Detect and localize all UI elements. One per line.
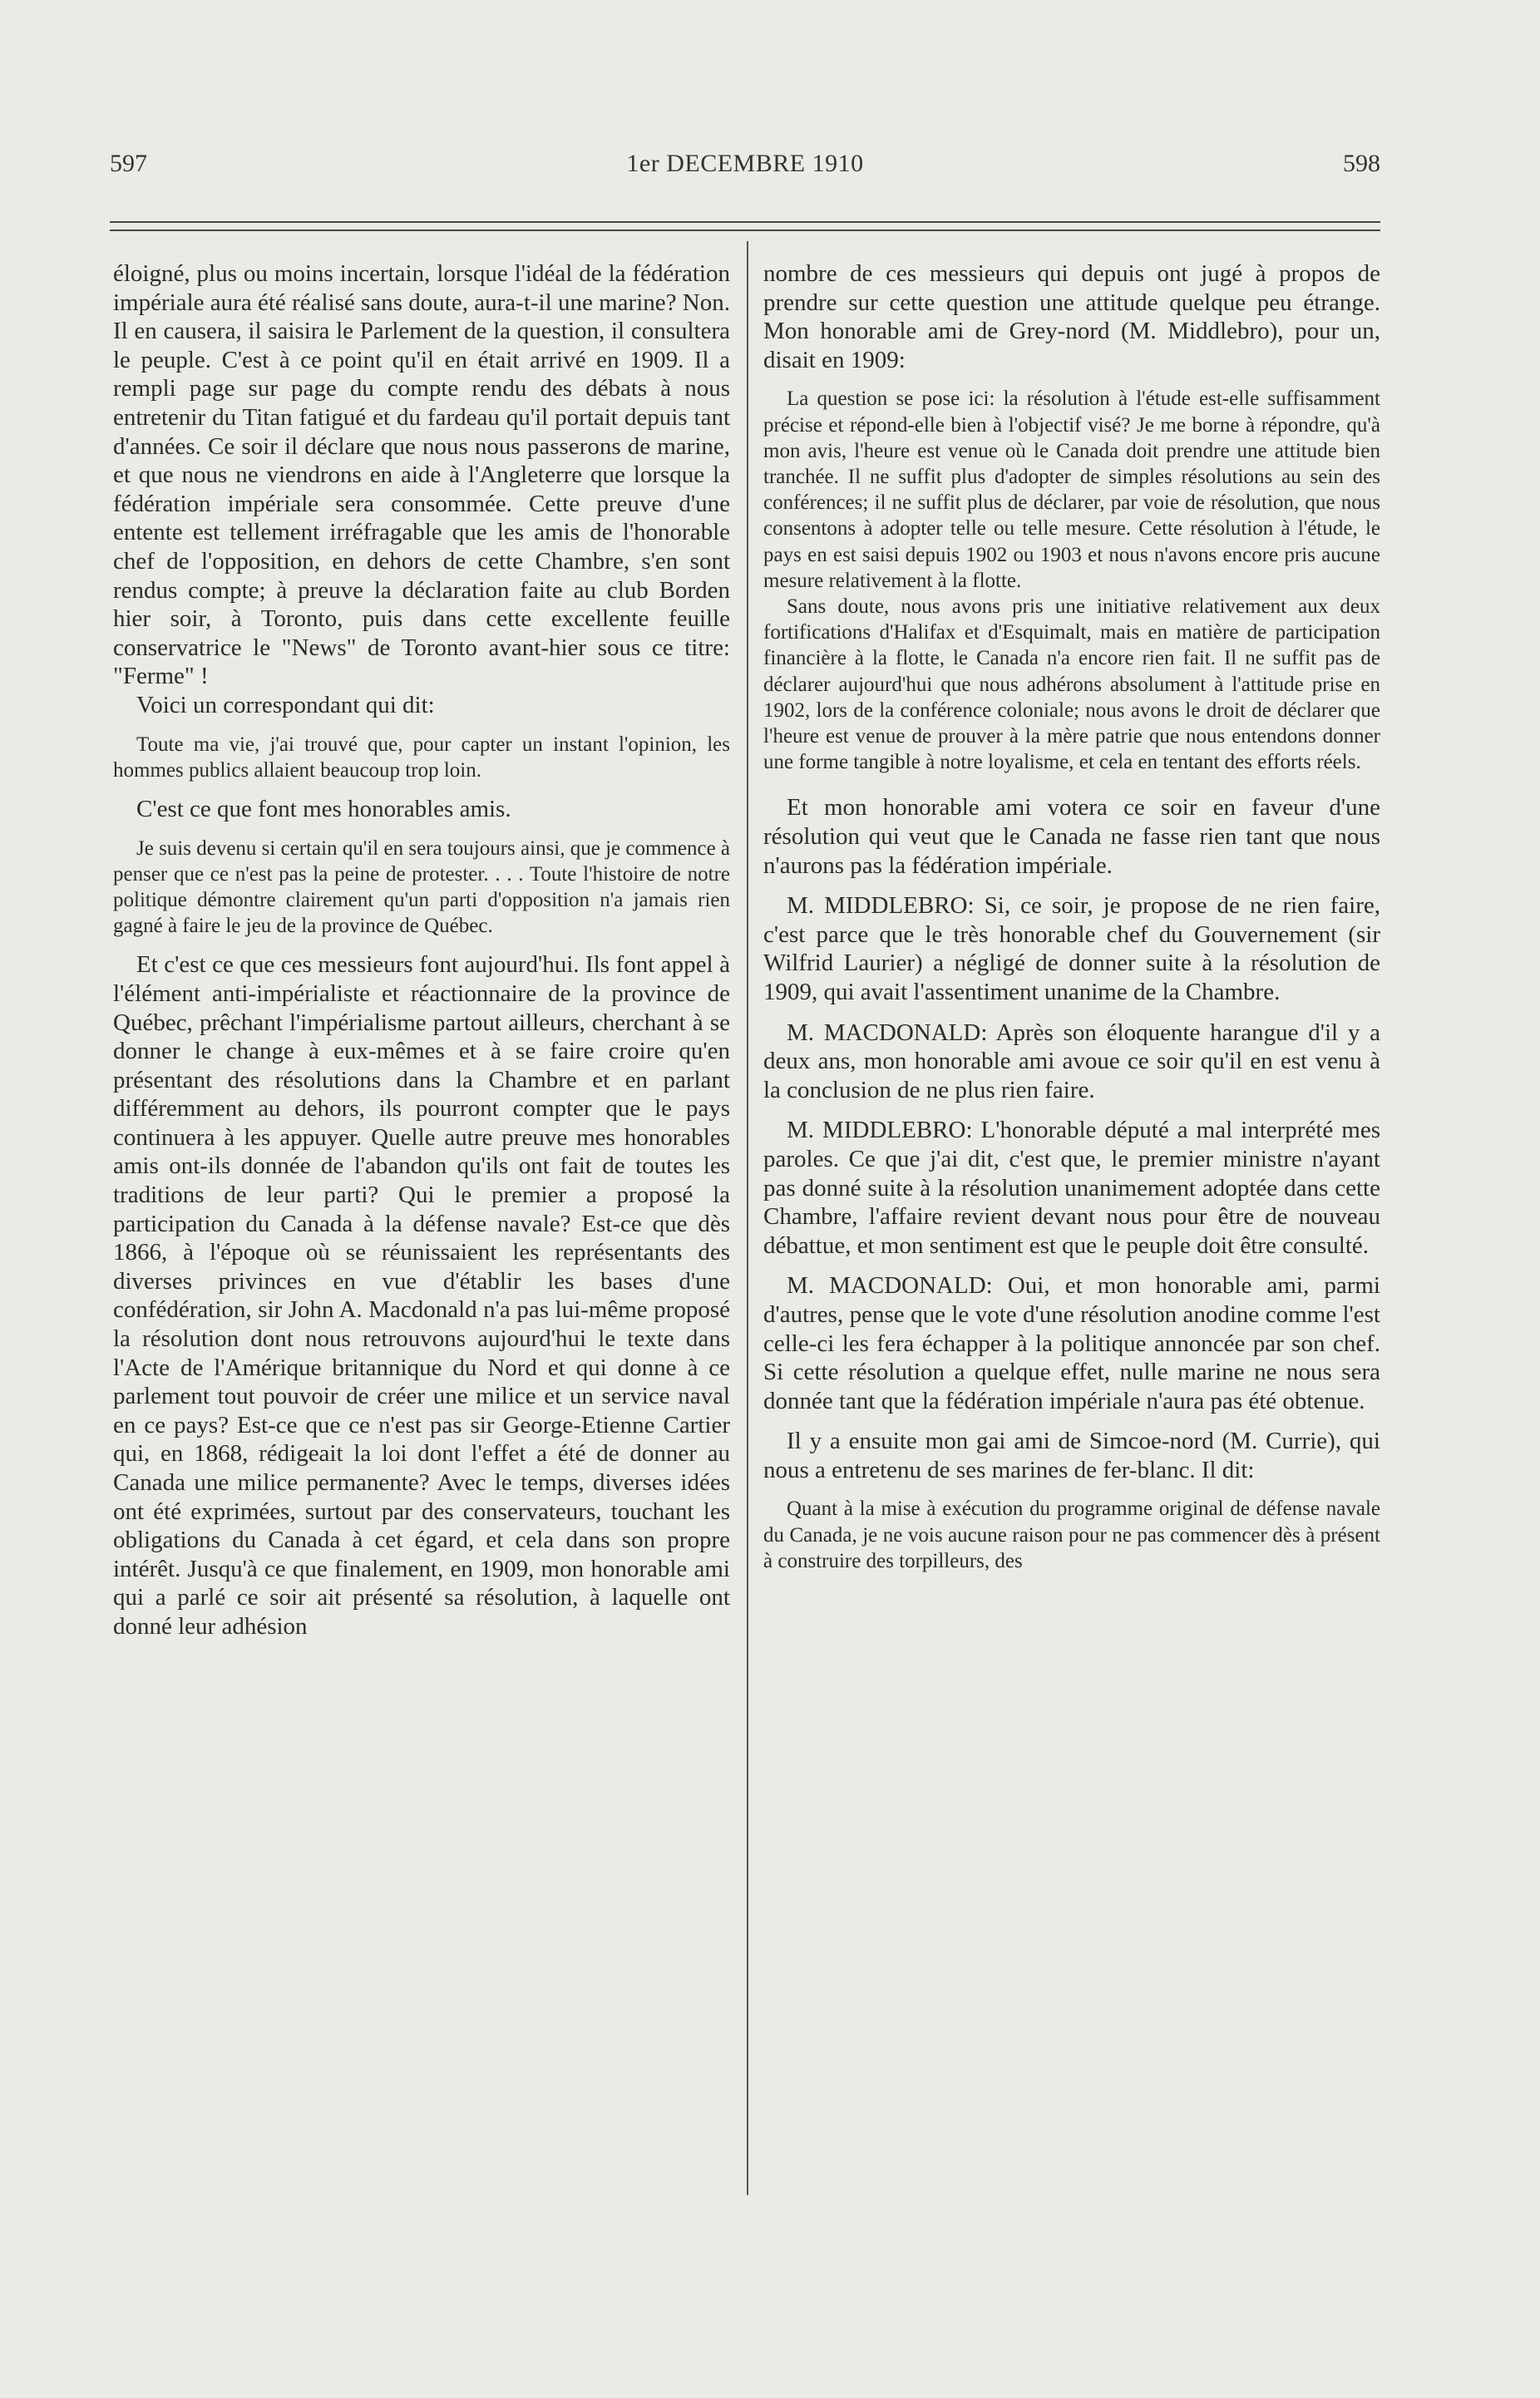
left-column — [113, 259, 730, 1641]
paragraph: C'est ce que font mes honorables amis. — [136, 795, 511, 822]
speaker-paragraph: M. MACDONALD: Après son éloquente harangue d'il y a deux ans, mon honorable ami avoue ce soir qu'il en est venu à la conclusion de ne plus rien faire. — [763, 1019, 1380, 1103]
quotation: Quant à la mise à exécution du programme original de défense navale du Canada, je ne vois aucune raison pour ne pas commencer dès à présent à construire des torpilleurs, des — [763, 1498, 1380, 1572]
quotation: La question se pose ici: la résolution à l'étude est-elle suffisamment précise et répond-elle bien à l'objectif visé? Je me borne à répondre, qu'à mon avis, l'heure est venue où le Canada doit prendre une attitude bien tranchée. Il ne suffit plus d'adopter de simples résolutions au sein des conférences; il ne suffit plus de déclarer, par voie de résolution, que nous consentons à adopter telle ou telle mesure. Cette résolution à l'étude, le pays en est saisi depuis 1902 ou 1903 et nous n'avons encore pris aucune mesure relativement à la flotte. — [763, 387, 1380, 592]
column-divider — [747, 241, 748, 2195]
paragraph: Il y a ensuite mon gai ami de Simcoe-nord (M. Currie), qui nous a entretenu de ses marines de fer-blanc. Il dit: — [763, 1428, 1380, 1483]
page-number-left: 597 — [110, 150, 147, 177]
paragraph: éloigné, plus ou moins incertain, lorsque l'idéal de la fédération impériale aura été réalisé sans doute, aura-t-il une marine? Non. Il en causera, il saisira le Parlement de la question, il consultera le peuple. C'est à ce point qu'il en était arrivé en 1909. Il a rempli page sur page du compte rendu des débats à nous entretenir du Titan fatigué et du fardeau qu'il portait depuis tant d'années. Ce soir il déclare que nous nous passerons de marine, et que nous ne viendrons en aide à l'Angleterre que lorsque la fédération impériale sera consommée. Cette preuve d'une entente est tellement irréfragable que les amis de l'honorable chef de l'opposition, en dehors de cette Chambre, s'en sont rendus compte; à preuve la déclaration faite au club Borden hier soir, à Toronto, puis dans cette excellente feuille conservatrice le "News" de Toronto avant-hier sous ce titre: "Ferme" ! — [113, 260, 730, 690]
speaker-paragraph: M. MACDONALD: Oui, et mon honorable ami, parmi d'autres, pense que le vote d'une résolution anodine comme l'est celle-ci les fera échapper à la politique annoncée par son chef. Si cette résolution a quelque effet, nulle marine ne nous sera donnée tant que la fédération impériale n'aura pas été obtenue. — [763, 1272, 1380, 1414]
page-date-title: 1er DECEMBRE 1910 — [626, 150, 864, 177]
paragraph: Et c'est ce que ces messieurs font aujourd'hui. Ils font appel à l'élément anti-impérialiste et réactionnaire de la province de Québec, prêchant l'impérialisme partout ailleurs, cherchant à se donner le change à eux-mêmes et à se faire croire qu'en présentant des résolutions dans la Chambre et en parlant différemment au dehors, ils pourront compter que le pays continuera à les appuyer. Quelle autre preuve mes honorables amis ont-ils donnée de l'abandon qu'ils ont fait de toutes les traditions de leur parti? Qui le premier a proposé la participation du Canada à la défense navale? Est-ce que dès 1866, à l'époque où se réunissaient les représentants des diverses privinces en vue d'établir les bases d'une confédération, sir John A. Macdonald n'a pas lui-même proposé la résolution dont nous retrouvons aujourd'hui le texte dans l'Acte de l'Amérique britannique du Nord et qui donne à ce parlement tout pouvoir de créer une milice et un service naval en ce pays? Est-ce que ce n'est pas sir George-Etienne Cartier qui, en 1868, rédigeait la loi dont l'effet a été de donner au Canada une milice permanente? Avec le temps, diverses idées ont été exprimées, surtout par des conservateurs, touchant les obligations du Canada à cet égard, et cela dans son propre intérêt. Jusqu'à ce que finalement, en 1909, mon honorable ami qui a parlé ce soir ait présenté sa résolution, à laquelle ont donné leur adhésion — [113, 951, 730, 1640]
right-column — [763, 259, 1380, 1574]
quotation: Sans doute, nous avons pris une initiative relativement aux deux fortifications d'Halifax et d'Esquimalt, mais en matière de participation financière à la flotte, le Canada n'a encore rien fait. Il ne suffit pas de déclarer aujourd'hui que nous adhérons absolument à l'attitude prise en 1902, lors de la conférence coloniale; nous avons le droit de déclarer que l'heure est venue de prouver à la mère patrie que nous entendons donner une forme tangible à notre loyalisme, et cela en tentant des efforts réels. — [763, 595, 1380, 774]
paragraph: Et mon honorable ami votera ce soir en faveur d'une résolution qui veut que le Canada ne fasse rien tant que nous n'aurons pas la fédération impériale. — [763, 794, 1380, 879]
quotation: Toute ma vie, j'ai trouvé que, pour capter un instant l'opinion, les hommes publics allaient beaucoup trop loin. — [113, 733, 730, 782]
speaker-paragraph: M. MIDDLEBRO: Si, ce soir, je propose de ne rien faire, c'est parce que le très honorable chef du Gouvernement (sir Wilfrid Laurier) a négligé de donner suite à la résolution de 1909, qui avait l'assentiment unanime de la Chambre. — [763, 892, 1380, 1005]
page-number-right: 598 — [1343, 150, 1380, 177]
paragraph: Voici un correspondant qui dit: — [136, 691, 435, 718]
quotation: Je suis devenu si certain qu'il en sera toujours ainsi, que je commence à penser que ce n'est pas la peine de protester. . . . Toute l'histoire de notre politique démontre clairement qu'un parti d'opposition n'a jamais rien gagné à faire le jeu de la province de Québec. — [113, 836, 731, 938]
speaker-paragraph: M. MIDDLEBRO: L'honorable député a mal interprété mes paroles. Ce que j'ai dit, c'est que, le premier ministre n'ayant pas donné suite à la résolution unanimement adoptée dans cette Chambre, l'affaire revient devant nous pour être de nouveau débattue, et mon sentiment est que le peuple doit être consulté. — [763, 1117, 1380, 1259]
paragraph: nombre de ces messieurs qui depuis ont jugé à propos de prendre sur cette question une attitude quelque peu étrange. Mon honorable ami de Grey-nord (M. Middlebro), pour un, disait en 1909: — [763, 260, 1380, 373]
header-rule-bottom — [110, 229, 1380, 231]
header-rule-top — [110, 221, 1380, 223]
page-header — [110, 150, 1380, 191]
